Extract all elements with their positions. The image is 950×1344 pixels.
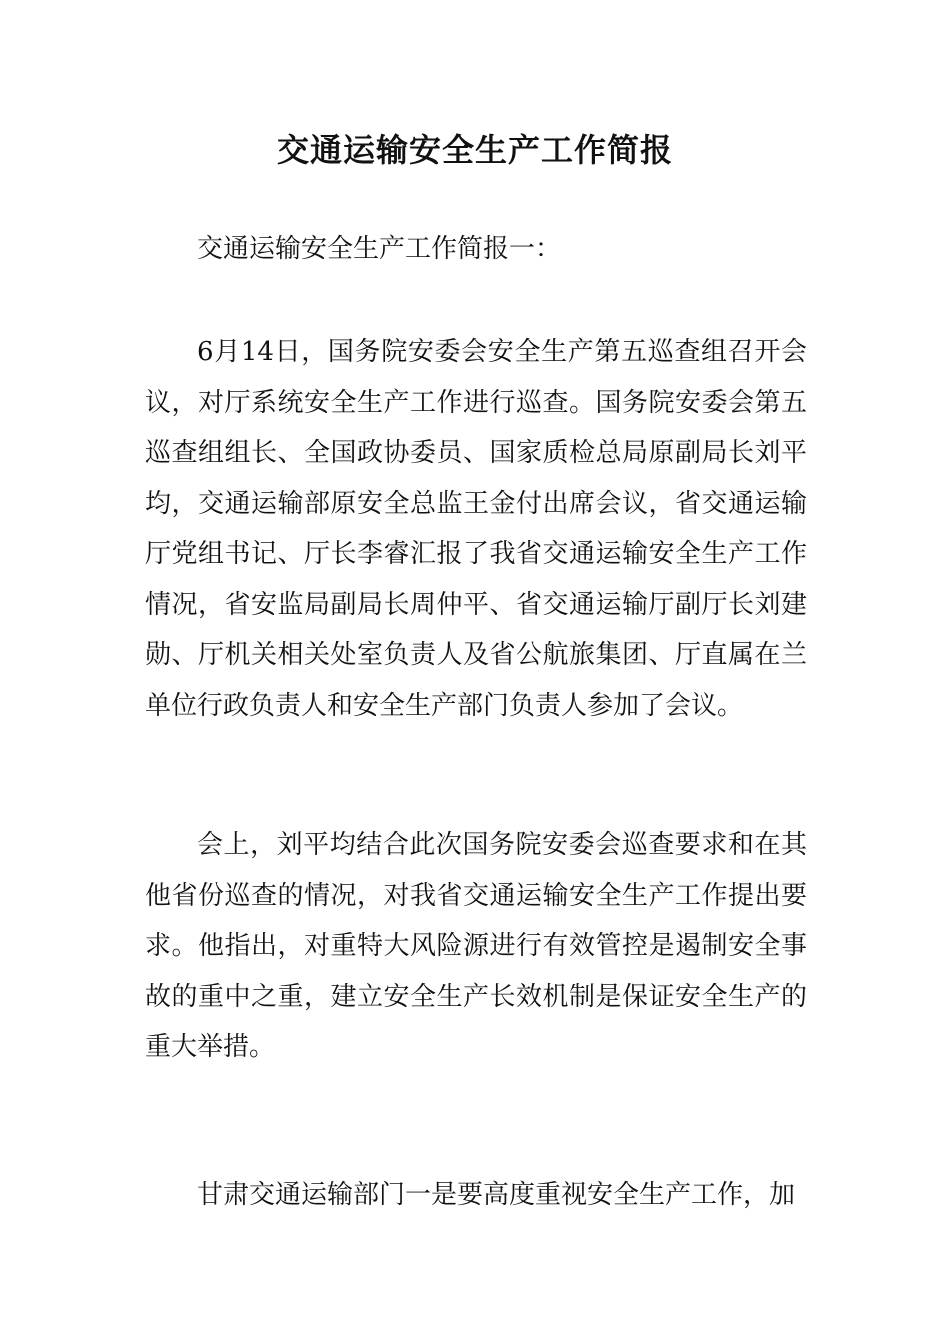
section-heading: 交通运输安全生产工作简报一： [197, 234, 562, 264]
document-title: 交通运输安全生产工作简报 [276, 131, 673, 169]
body-paragraph: 6月14日，国务院安委会安全生产第五巡查组召开会议，对厅系统安全生产工作进行巡查。国务院安委会第五巡查组组长、全国政协委员、国家质检总局原副局长刘平均，交通运输部原安全总监王金付出席会议，省交通运输厅党组书记、厅长李睿汇报了我省交通运输安全生产工作情况，省安监局副局长周仲平、省交通运输厅副厅长刘建勋、厅机关相关处室负责人及省公航旅集团、厅直属在兰单位行政负责人和安全生产部门负责人参加了会议。 [145, 337, 807, 721]
body-paragraph: 会上，刘平均结合此次国务院安委会巡查要求和在其他省份巡查的情况，对我省交通运输安全生产工作提出要求。他指出，对重特大风险源进行有效管控是遏制安全事故的重中之重，建立安全生产长效机制是保证安全生产的重大举措。 [145, 830, 807, 1062]
body-paragraph: 甘肃交通运输部门一是要高度重视安全生产工作，加 [197, 1180, 796, 1210]
